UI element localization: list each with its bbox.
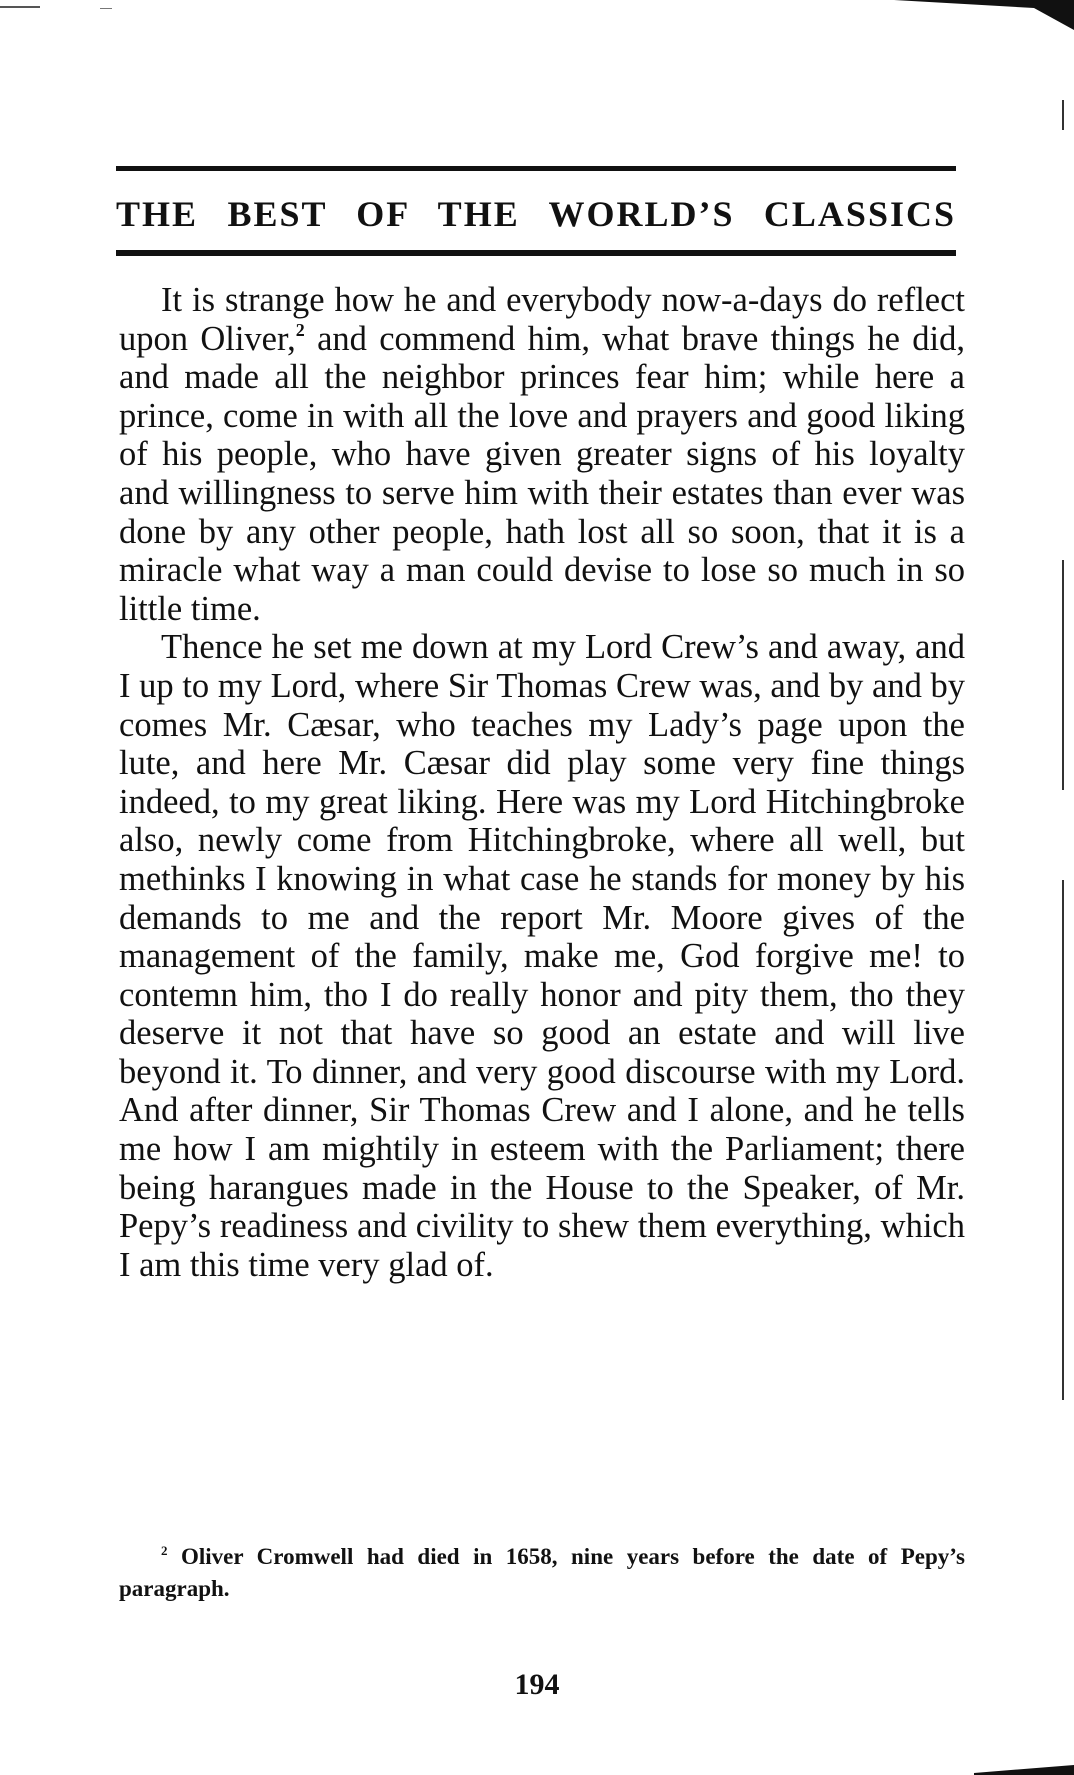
- scan-corner-shadow: [974, 1755, 1074, 1775]
- paragraph-1-continued: and commend him, what brave things he did, and made all the neighbor princes fear him; while here a prince, come in with all the love and prayers and good liking of his people, who have given greater signs of his loyalty and willingness to serve him with their estates than ever was done by any other people, hath lost all so soon, that it is a miracle what way a man could devise to lose so much in so little time.: [119, 319, 965, 628]
- page-number: 194: [514, 1668, 560, 1701]
- paragraph-2: Thence he set me down at my Lord Crew’s and away, and I up to my Lord, where Sir Thomas Crew was, and by and by comes Mr. Cæsar, who teaches my Lady’s page upon the lute, and here Mr. Cæsar did play some very fine things indeed, to my great liking. Here was my Lord Hitchingbroke also, newly come from Hitchingbroke, where all well, but methinks I knowing in what case he stands for money by his demands to me and the report Mr. Moore gives of the management of the family, make me, God forgive me! to contemn him, tho I do really honor and pity them, tho they deserve it not that have so good an estate and will live beyond it. To dinner, and very good discourse with my Lord. And after dinner, Sir Thomas Crew and I alone, and he tells me how I am mightily in esteem with the Parliament; there being harangues made in the House to the Speaker, of Mr. Pepy’s readiness and civility to shew them everything, which I am this time very glad of.: [119, 628, 965, 1284]
- scan-edge-line: [1062, 880, 1064, 1400]
- body-text: [119, 281, 965, 1284]
- footnote-reference: 2: [295, 319, 305, 340]
- footnote: [119, 1541, 965, 1605]
- scan-edge-line: [1062, 100, 1064, 130]
- header-bottom-rule: [116, 250, 956, 256]
- paragraph-1-text: It is strange how he and everybody now-a-days do reflect upon Oliver,: [119, 281, 965, 358]
- paragraph-1: [119, 281, 965, 628]
- scan-edge-line: [1062, 560, 1064, 790]
- running-header: THE BEST OF THE WORLD’S CLASSICS: [116, 194, 956, 234]
- scan-edge-mark: [100, 8, 112, 9]
- scan-edge-mark: [0, 6, 40, 8]
- footnote-text: Oliver Cromwell had died in 1658, nine years before the date of Pepy’s paragraph.: [119, 1544, 965, 1601]
- scan-corner-shadow: [894, 0, 1074, 40]
- header-top-rule: [116, 166, 956, 171]
- footnote-marker: 2: [161, 1543, 168, 1558]
